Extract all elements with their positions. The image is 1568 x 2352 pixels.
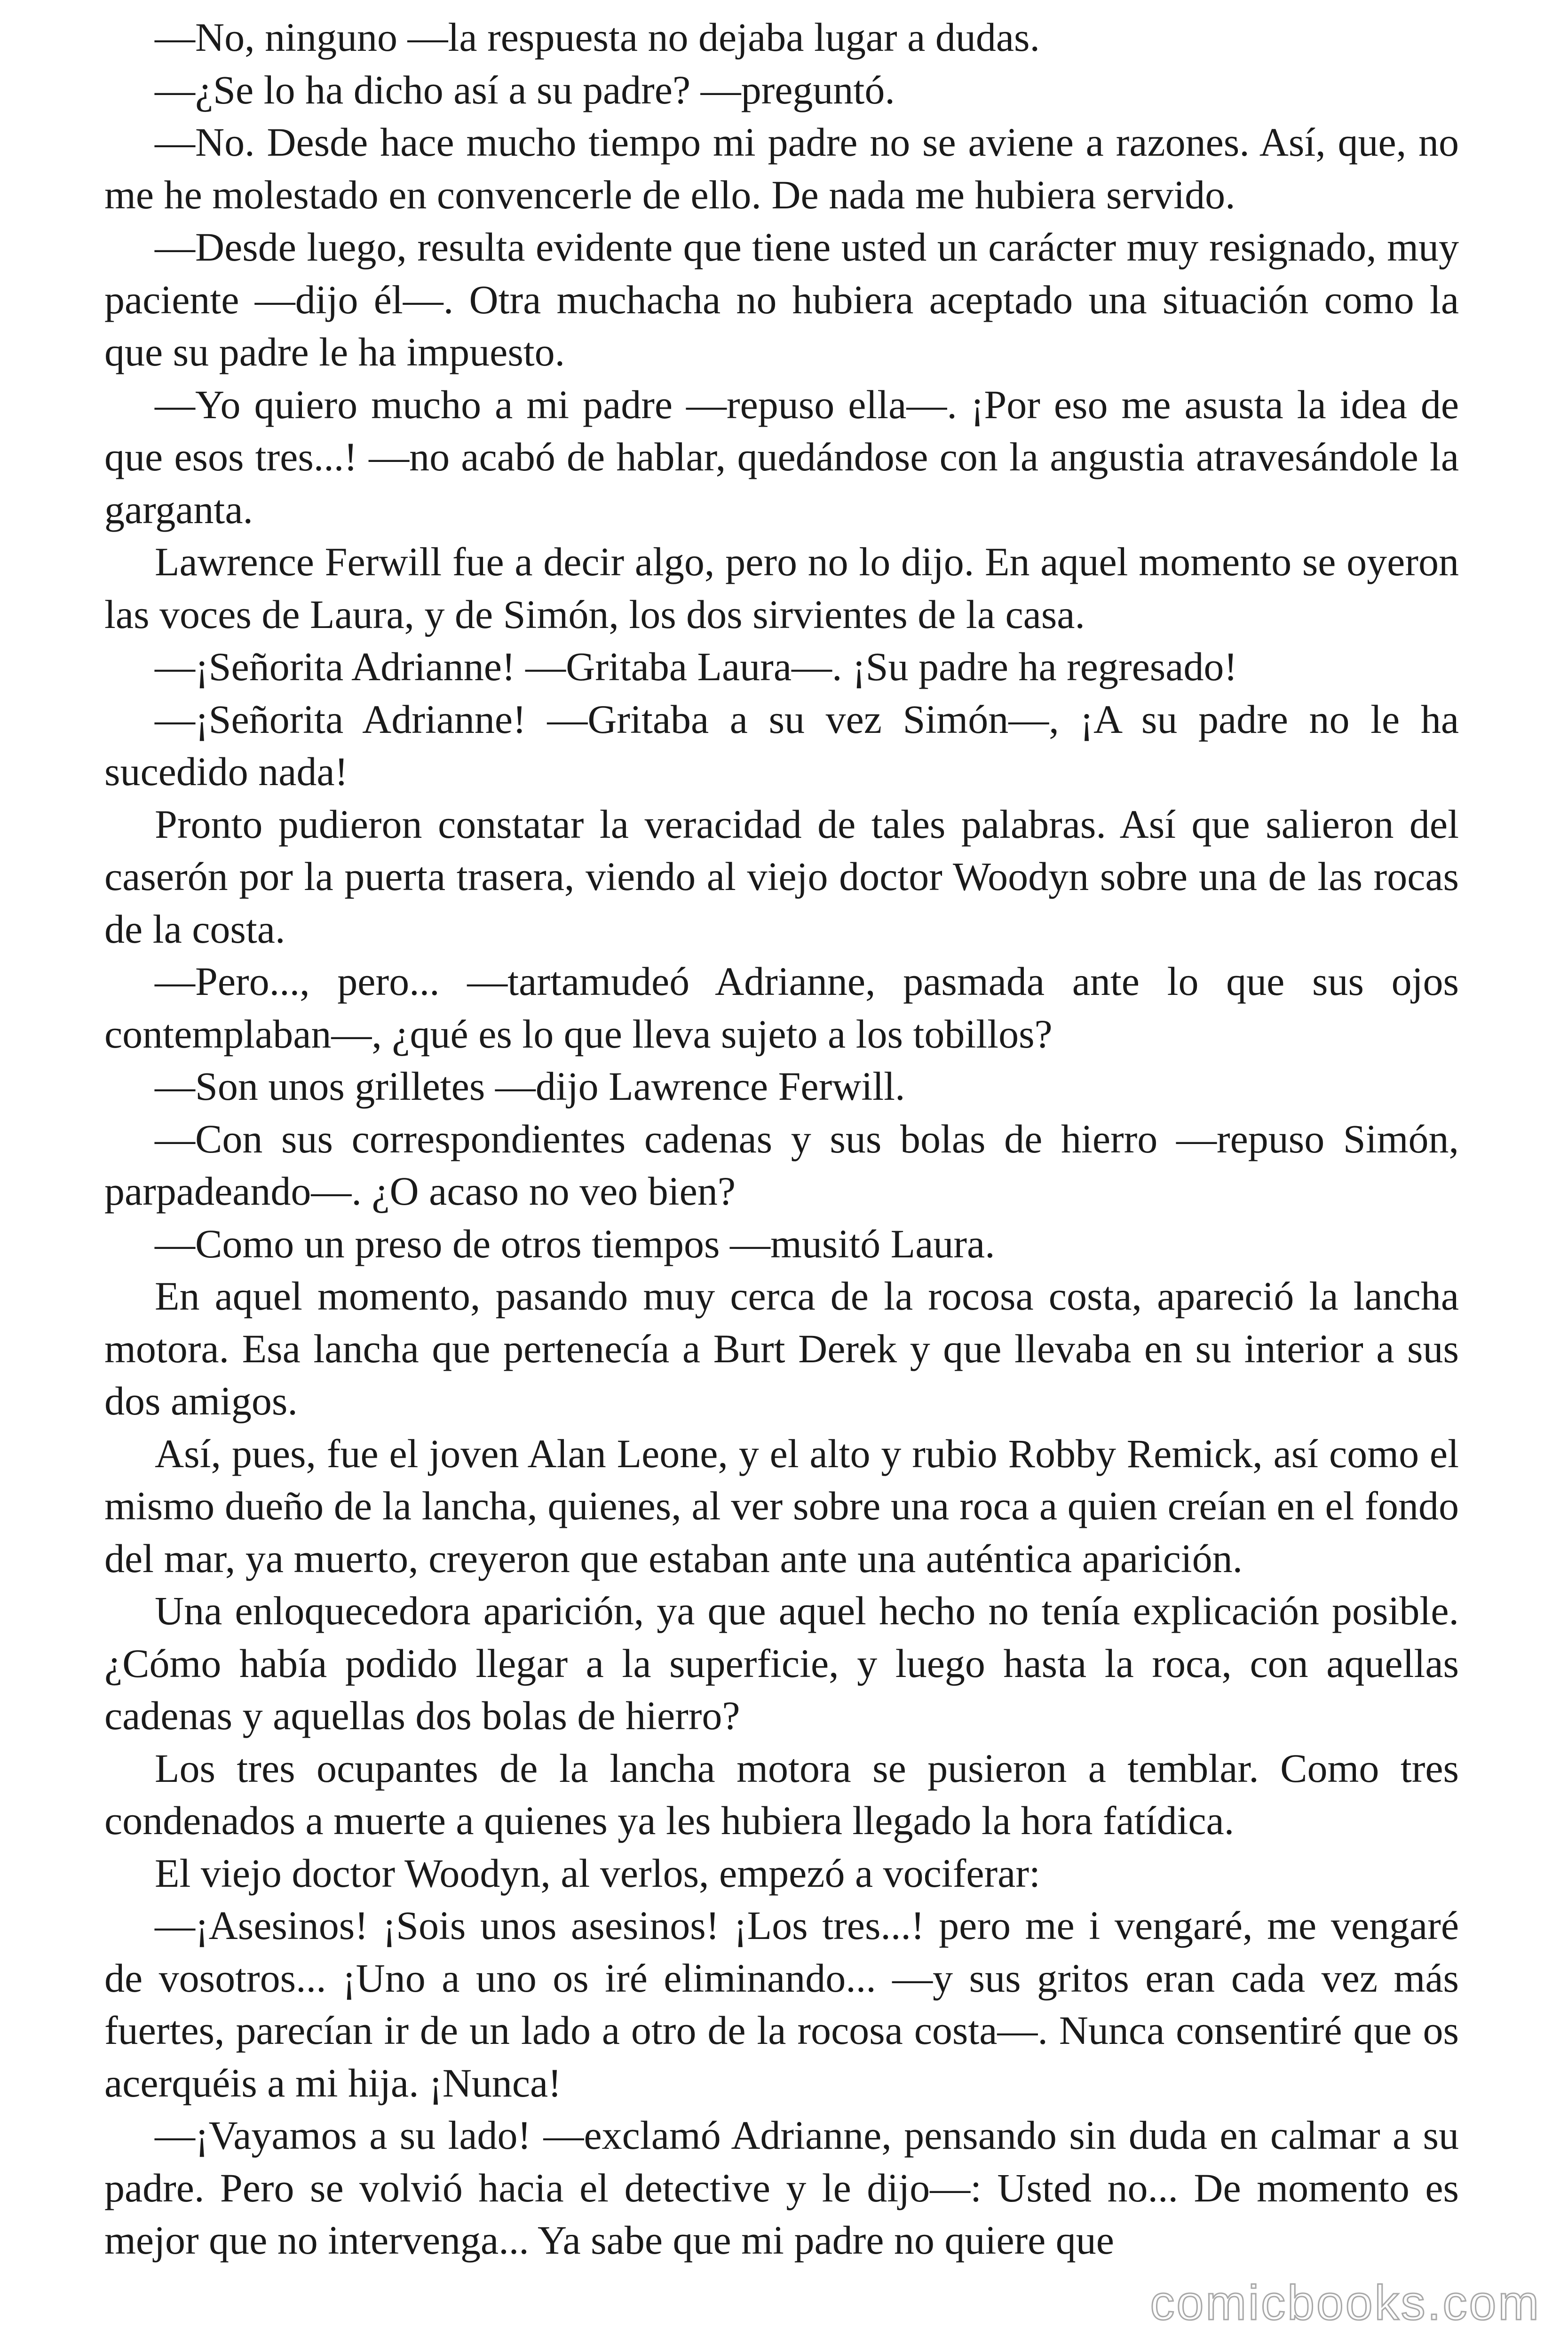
paragraph: —Desde luego, resulta evidente que tiene usted un carácter muy resignado, muy paciente —dijo él—. Otra muchacha no hubiera aceptado una situación como la que su padre le ha impuesto.	[104, 224, 1459, 374]
paragraph: —No, ninguno —la respuesta no dejaba lugar a dudas.	[155, 15, 1040, 60]
paragraph: —¿Se lo ha dicho así a su padre? —preguntó.	[155, 67, 895, 112]
paragraph: Así, pues, fue el joven Alan Leone, y el alto y rubio Robby Remick, así como el mismo dueño de la lancha, quienes, al ver sobre una roca a quien creían en el fondo del mar, ya muerto, creyeron que estaban ante una auténtica aparición.	[104, 1430, 1459, 1581]
paragraph: —No. Desde hace mucho tiempo mi padre no se aviene a razones. Así, que, no me he molestado en convencerle de ello. De nada me hubiera servido.	[104, 119, 1459, 217]
paragraph: —¡Señorita Adrianne! —Gritaba Laura—. ¡Su padre ha regresado!	[155, 644, 1238, 689]
page-body	[104, 11, 1459, 2267]
paragraph: Una enloquecedora aparición, ya que aquel hecho no tenía explicación posible. ¿Cómo había podido llegar a la superficie, y luego hasta la roca, con aquellas cadenas y aquellas dos bolas de hierro?	[104, 1588, 1459, 1738]
paragraph: —¡Asesinos! ¡Sois unos asesinos! ¡Los tres...! pero me i vengaré, me vengaré de vosotros... ¡Uno a uno os iré eliminando... —y sus gritos eran cada vez más fuertes, parecían ir de un lado a otro de la rocosa costa—. Nunca consentiré que os acerquéis a mi hija. ¡Nunca!	[104, 1903, 1459, 2106]
paragraph: —Pero..., pero... —tartamudeó Adrianne, pasmada ante lo que sus ojos contemplaban—, ¿qué es lo que lleva sujeto a los tobillos?	[104, 959, 1459, 1057]
paragraph: El viejo doctor Woodyn, al verlos, empezó a vociferar:	[155, 1850, 1040, 1896]
paragraph: —¡Señorita Adrianne! —Gritaba a su vez Simón—, ¡A su padre no le ha sucedido nada!	[104, 696, 1459, 794]
watermark: comicbooks.com	[1150, 2276, 1541, 2330]
paragraph: Lawrence Ferwill fue a decir algo, pero no lo dijo. En aquel momento se oyeron las voces de Laura, y de Simón, los dos sirvientes de la casa.	[104, 539, 1459, 637]
paragraph: —Como un preso de otros tiempos —musitó Laura.	[155, 1221, 995, 1266]
paragraph: —¡Vayamos a su lado! —exclamó Adrianne, pensando sin duda en calmar a su padre. Pero se volvió hacia el detective y le dijo—: Usted no... De momento es mejor que no intervenga... Ya sabe que mi padre no quiere que	[104, 2113, 1459, 2263]
paragraph: En aquel momento, pasando muy cerca de la rocosa costa, apareció la lancha motora. Esa lancha que pertenecía a Burt Derek y que llevaba en su interior a sus dos amigos.	[104, 1273, 1459, 1423]
paragraph: —Yo quiero mucho a mi padre —repuso ella—. ¡Por eso me asusta la idea de que esos tres...! —no acabó de hablar, quedándose con la angustia atravesándole la garganta.	[104, 381, 1459, 532]
paragraph: Pronto pudieron constatar la veracidad de tales palabras. Así que salieron del caserón por la puerta trasera, viendo al viejo doctor Woodyn sobre una de las rocas de la costa.	[104, 801, 1459, 952]
paragraph: —Con sus correspondientes cadenas y sus bolas de hierro —repuso Simón, parpadeando—. ¿O acaso no veo bien?	[104, 1116, 1459, 1214]
paragraph: Los tres ocupantes de la lancha motora se pusieron a temblar. Como tres condenados a muerte a quienes ya les hubiera llegado la hora fatídica.	[104, 1745, 1459, 1843]
paragraph: —Son unos grilletes —dijo Lawrence Ferwill.	[155, 1064, 905, 1109]
